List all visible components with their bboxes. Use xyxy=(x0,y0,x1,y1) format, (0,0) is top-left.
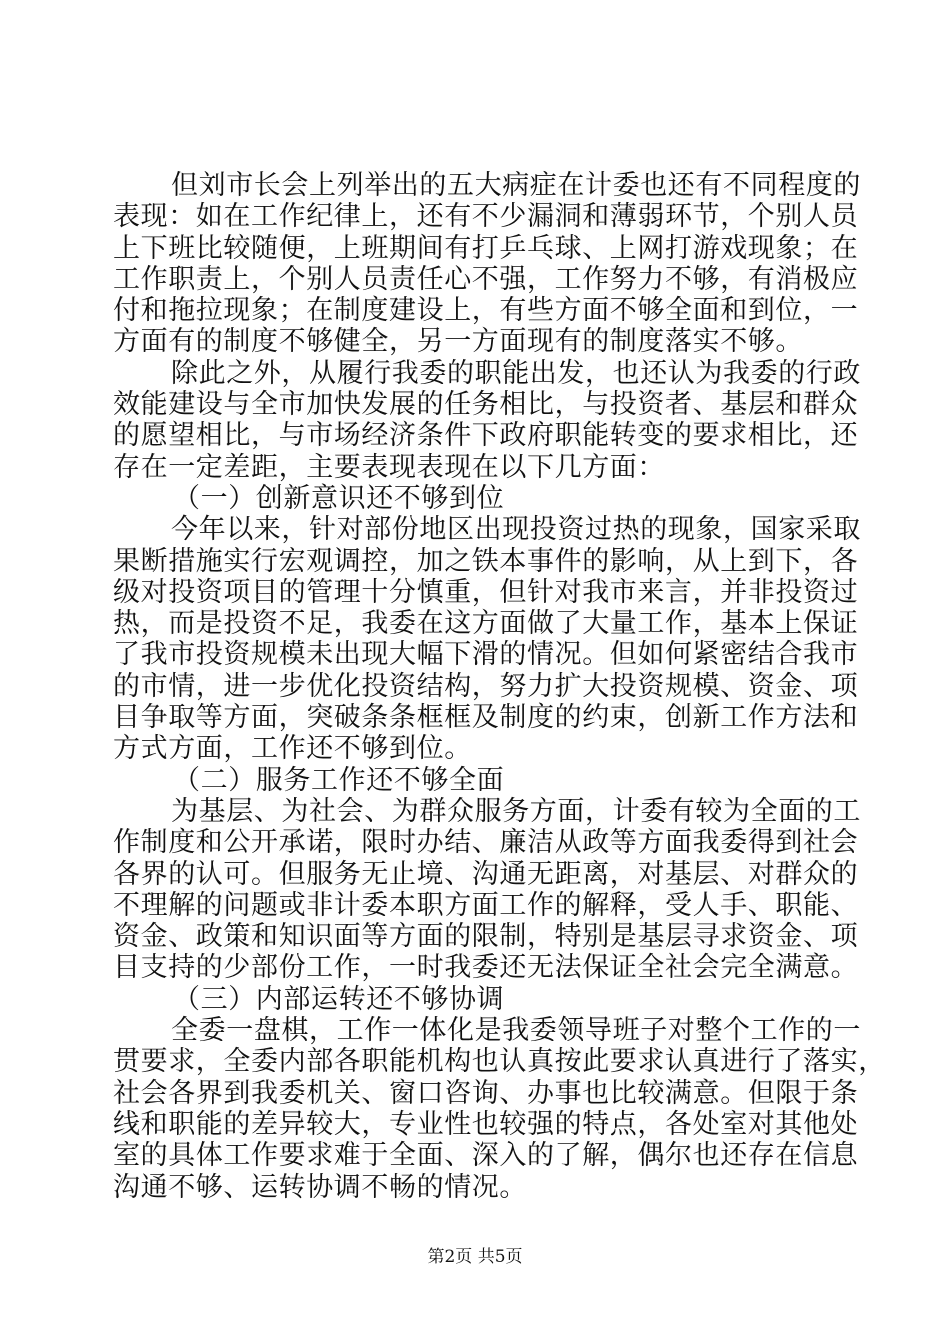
paragraph-3-line-6: 的市情，进一步优化投资结构，努力扩大投资规模、资金、项 xyxy=(113,670,859,702)
paragraph-4-line-4: 不理解的问题或非计委本职方面工作的解释，受人手、职能、 xyxy=(113,889,859,921)
paragraph-2-line-1: 除此之外，从履行我委的职能出发，也还认为我委的行政 xyxy=(171,357,861,389)
document-body xyxy=(113,170,886,1203)
paragraph-2-line-4: 存在一定差距，主要表现表现在以下几方面： xyxy=(113,451,665,483)
paragraph-5-line-4: 线和职能的差异较大，专业性也较强的特点，各处室对其他处 xyxy=(113,1108,859,1140)
section-heading-2: （二）服务工作还不够全面 xyxy=(173,764,505,796)
paragraph-4-line-6: 目支持的少部份工作，一时我委还无法保证全社会完全满意。 xyxy=(113,952,859,984)
paragraph-1-line-1: 但刘市长会上列举出的五大病症在计委也还有不同程度的 xyxy=(171,170,861,201)
paragraph-5-line-5: 室的具体工作要求难于全面、深入的了解，偶尔也还存在信息 xyxy=(113,1140,859,1172)
paragraph-4-line-5: 资金、政策和知识面等方面的限制，特别是基层寻求资金、项 xyxy=(113,921,859,953)
paragraph-3-line-4: 热，而是投资不足，我委在这方面做了大量工作，基本上保证 xyxy=(113,608,859,640)
paragraph-3-line-1: 今年以来，针对部份地区出现投资过热的现象，国家采取 xyxy=(171,514,861,546)
paragraph-4-line-3: 各界的认可。但服务无止境、沟通无距离，对基层、对群众的 xyxy=(113,858,859,890)
paragraph-5-line-3: 社会各界到我委机关、窗口咨询、办事也比较满意。但限于条 xyxy=(113,1077,859,1109)
section-heading-1: （一）创新意识还不够到位 xyxy=(173,482,505,514)
paragraph-1-line-5: 付和拖拉现象；在制度建设上，有些方面不够全面和到位，一 xyxy=(113,295,859,327)
page-number-footer: 第2页 共5页 xyxy=(427,1247,523,1267)
paragraph-2-line-2: 效能建设与全市加快发展的任务相比，与投资者、基层和群众 xyxy=(113,389,859,421)
section-heading-3: （三）内部运转还不够协调 xyxy=(173,983,505,1015)
paragraph-1-line-4: 工作职责上，个别人员责任心不强，工作努力不够，有消极应 xyxy=(113,263,859,295)
paragraph-5-line-1: 全委一盘棋，工作一体化是我委领导班子对整个工作的一 xyxy=(171,1015,861,1047)
paragraph-5-line-6: 沟通不够、运转协调不畅的情况。 xyxy=(113,1171,527,1203)
paragraph-3-line-8: 方式方面，工作还不够到位。 xyxy=(113,733,472,765)
paragraph-3-line-5: 了我市投资规模未出现大幅下滑的情况。但如何紧密结合我市 xyxy=(113,639,859,671)
paragraph-4-line-1: 为基层、为社会、为群众服务方面，计委有较为全面的工 xyxy=(171,795,861,827)
paragraph-3-line-7: 目争取等方面，突破条条框框及制度的约束，创新工作方法和 xyxy=(113,702,859,734)
paragraph-1-line-3: 上下班比较随便，上班期间有打乒乓球、上网打游戏现象；在 xyxy=(113,232,859,264)
paragraph-3-line-3: 级对投资项目的管理十分慎重，但针对我市来言，并非投资过 xyxy=(113,576,859,608)
paragraph-5-line-2: 贯要求，全委内部各职能机构也认真按此要求认真进行了落实， xyxy=(113,1046,886,1078)
paragraph-2-line-3: 的愿望相比，与市场经济条件下政府职能转变的要求相比，还 xyxy=(113,420,859,452)
paragraph-3-line-2: 果断措施实行宏观调控，加之铁本事件的影响，从上到下，各 xyxy=(113,545,859,577)
paragraph-1-line-2: 表现：如在工作纪律上，还有不少漏洞和薄弱环节，个别人员 xyxy=(113,201,859,233)
paragraph-1-line-6: 方面有的制度不够健全，另一方面现有的制度落实不够。 xyxy=(113,326,803,358)
paragraph-4-line-2: 作制度和公开承诺，限时办结、廉洁从政等方面我委得到社会 xyxy=(113,827,859,859)
